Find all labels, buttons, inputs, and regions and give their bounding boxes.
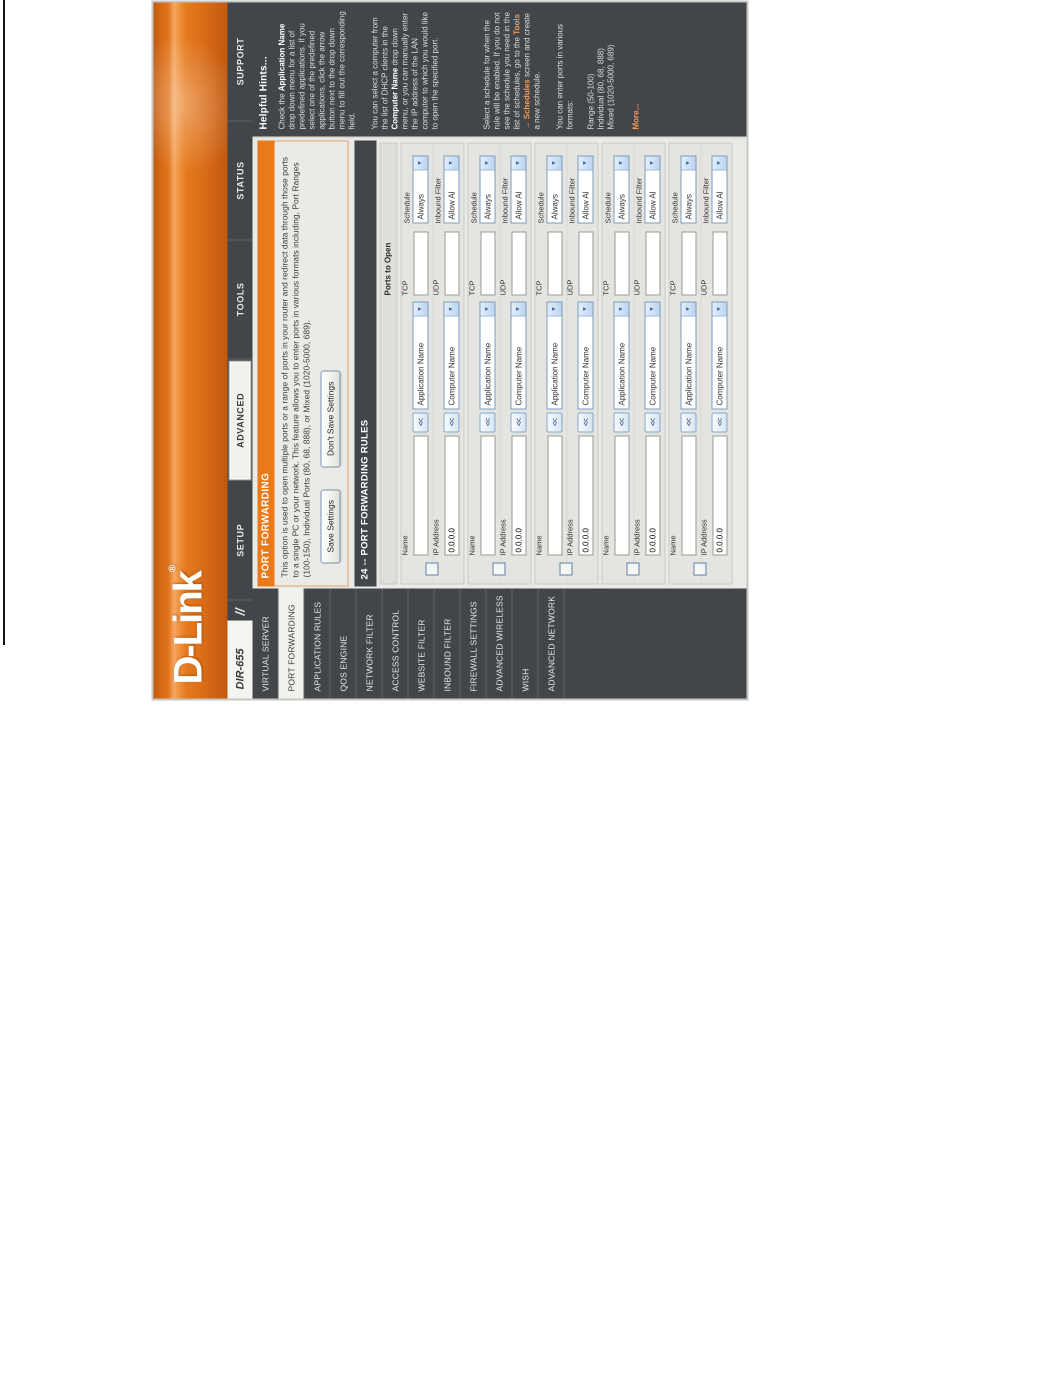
tcp-field [401, 228, 429, 296]
tcp-field [602, 228, 630, 296]
inbound-filter-field [434, 150, 460, 224]
inbound-filter-dropdown[interactable] [712, 156, 728, 224]
application-name-value: Application Name [550, 342, 559, 406]
schedule-label: Schedule [469, 192, 479, 224]
schedule-dropdown[interactable] [413, 156, 429, 224]
computer-name-dropdown[interactable] [511, 302, 527, 410]
inbound-filter-field [568, 150, 594, 224]
inbound-filter-dropdown[interactable] [645, 156, 661, 224]
application-name-dropdown[interactable] [413, 302, 429, 410]
rule-enable-checkbox[interactable] [426, 563, 439, 576]
inbound-filter-dropdown[interactable] [511, 156, 527, 224]
udp-field [566, 228, 594, 296]
copy-application-button[interactable]: << [681, 413, 697, 433]
sidebar-item-wish[interactable]: WISH [513, 589, 539, 699]
ip-address-field [566, 436, 594, 556]
schedule-field [671, 150, 697, 224]
inbound-filter-dropdown[interactable] [578, 156, 594, 224]
tcp-field [535, 228, 563, 296]
application-name-value: Application Name [684, 342, 693, 406]
ip-address-input[interactable] [445, 436, 460, 556]
ip-address-input[interactable] [713, 436, 728, 556]
application-name-dropdown[interactable] [547, 302, 563, 410]
schedule-label: Schedule [402, 192, 412, 224]
rules-area [380, 141, 733, 587]
udp-input[interactable] [646, 232, 661, 296]
main-content [253, 139, 747, 589]
name-input[interactable] [682, 436, 697, 556]
schedule-dropdown[interactable] [547, 156, 563, 224]
chevron-down-icon: ▼ [713, 303, 727, 317]
settings-form-box [275, 141, 349, 587]
rule-enable-checkbox[interactable] [493, 563, 506, 576]
nav-tabbar [228, 3, 253, 699]
hint-paragraph: You can select a computer from the list of DHCP clients in the Computer Name drop down menu, or you can manually enter the IP address of the LAN computer to which you would like to open the specified port. [370, 12, 440, 130]
schedule-dropdown[interactable] [681, 156, 697, 224]
sidebar-item-access-control[interactable]: ACCESS CONTROL [383, 589, 409, 699]
chevron-down-icon: ▼ [646, 303, 660, 317]
inbound-filter-value: Allow Al [581, 191, 590, 220]
inbound-filter-value: Allow Al [715, 191, 724, 220]
name-label: Name [534, 535, 544, 556]
name-field [669, 436, 697, 556]
udp-label: UDP [632, 279, 642, 296]
chevron-down-icon: ▼ [414, 303, 428, 317]
save-settings-button[interactable]: Save Settings [321, 489, 341, 563]
banner [154, 3, 228, 699]
computer-name-value: Computer Name [581, 346, 590, 406]
tcp-input[interactable] [615, 232, 630, 296]
device-model-label: DIR-655 [228, 621, 253, 699]
tab-status[interactable]: STATUS [228, 121, 253, 240]
chevron-down-icon: ▼ [646, 157, 660, 171]
tcp-label: TCP [668, 280, 678, 296]
name-label: Name [668, 535, 678, 556]
application-name-dropdown[interactable] [480, 302, 496, 410]
sidebar-item-network-filter[interactable]: NETWORK FILTER [357, 589, 383, 699]
ip-address-field [499, 436, 527, 556]
chevron-down-icon: ▼ [445, 157, 459, 171]
page-title: PORT FORWARDING [258, 141, 275, 587]
application-name-value: Application Name [617, 342, 626, 406]
udp-input[interactable] [579, 232, 594, 296]
udp-input[interactable] [713, 232, 728, 296]
rule-line-application [402, 144, 433, 584]
rule-line-computer [634, 144, 665, 584]
tcp-field [669, 228, 697, 296]
hint-paragraph: Check the Application Name drop down menu for a list of predefined applications. If you select one of the predefined applications, click the arrow button next to the drop down menu to fill out the corresponding field. [277, 11, 357, 130]
sidebar-item-firewall-settings[interactable]: FIREWALL SETTINGS [461, 589, 487, 699]
hint-paragraph: Mixed (1020-5000, 689) [606, 44, 616, 130]
chevron-down-icon: ▼ [481, 157, 495, 171]
chevron-down-icon: ▼ [682, 157, 696, 171]
inbound-filter-dropdown[interactable] [444, 156, 460, 224]
hints-title: Helpful Hints... [258, 56, 270, 130]
inbound-filter-field [635, 150, 661, 224]
chevron-down-icon: ▼ [615, 157, 629, 171]
tcp-label: TCP [400, 280, 410, 296]
page-description: This option is used to open multiple ports or a range of ports in your router and redirect data through those ports to a single PC or your network. This feature allows you to enter ports in various formats including, Port Ranges (100-150), Individual Ports (80, 68, 888), or Mixed (1020-5000, 689). [279, 156, 312, 578]
computer-name-value: Computer Name [514, 346, 523, 406]
ip-address-label: IP Address [632, 519, 642, 556]
rules-list [401, 141, 733, 587]
port-forwarding-rule [535, 143, 599, 585]
dont-save-settings-button[interactable]: Don't Save Settings [321, 371, 341, 467]
udp-field [700, 228, 728, 296]
inbound-filter-label: Inbound Filter [433, 177, 443, 224]
hint-paragraph: Range (50-100) [586, 73, 596, 130]
ip-address-input[interactable] [512, 436, 527, 556]
rules-section-title: 24 -- PORT FORWARDING RULES [355, 141, 377, 587]
port-forwarding-rule [401, 143, 465, 585]
port-forwarding-rule [468, 143, 532, 585]
inbound-filter-value: Allow Al [514, 191, 523, 220]
chevron-down-icon: ▼ [445, 303, 459, 317]
hint-paragraph: Select a schedule for when the rule will be enabled. If you do not see the schedule you need in the list of schedules, go to the Tools → Schedules screen and create a new schedule. [482, 12, 542, 130]
tools-schedules-reference: Tools → Schedules [512, 14, 532, 130]
sidebar-item-port-forwarding[interactable]: PORT FORWARDING [279, 589, 305, 699]
tcp-label: TCP [601, 280, 611, 296]
chevron-down-icon: ▼ [414, 157, 428, 171]
schedule-label: Schedule [536, 192, 546, 224]
sidebar-item-advanced-wireless[interactable]: ADVANCED WIRELESS [487, 589, 513, 699]
copy-application-button[interactable]: << [480, 413, 496, 433]
rule-line-application [670, 144, 701, 584]
tcp-field [468, 228, 496, 296]
rule-line-computer [567, 144, 598, 584]
computer-name-value: Computer Name [715, 346, 724, 406]
dlink-logo: D-Link® [166, 564, 211, 685]
ip-address-field [432, 436, 460, 556]
copy-application-button[interactable]: << [614, 413, 630, 433]
inbound-filter-label: Inbound Filter [634, 177, 644, 224]
computer-name-value: Computer Name [447, 346, 456, 406]
rule-line-computer [500, 144, 531, 584]
schedule-value: Always [550, 194, 559, 220]
copy-computer-button[interactable]: << [645, 413, 661, 433]
tcp-input[interactable] [414, 232, 429, 296]
ip-address-label: IP Address [431, 519, 441, 556]
sidebar-item-virtual-server[interactable]: VIRTUAL SERVER [253, 589, 279, 699]
name-input[interactable] [548, 436, 563, 556]
tab-setup[interactable]: SETUP [228, 481, 253, 600]
sidebar [253, 589, 747, 699]
inbound-filter-value: Allow Al [648, 191, 657, 220]
sidebar-item-advanced-network[interactable]: ADVANCED NETWORK [539, 589, 565, 699]
rule-line-computer [701, 144, 732, 584]
chevron-down-icon: ▼ [615, 303, 629, 317]
application-name-value: Application Name [416, 342, 425, 406]
trademark-symbol: ® [167, 564, 179, 573]
copy-computer-button[interactable]: << [578, 413, 594, 433]
name-label: Name [601, 535, 611, 556]
udp-label: UDP [431, 279, 441, 296]
more-link[interactable]: More... [631, 103, 641, 130]
schedule-field [537, 150, 563, 224]
rule-enable-checkbox[interactable] [560, 563, 573, 576]
hint-paragraph: You can enter ports in various formats: [555, 23, 575, 130]
udp-label: UDP [565, 279, 575, 296]
ip-address-input[interactable] [579, 436, 594, 556]
copy-computer-button[interactable]: << [444, 413, 460, 433]
sidebar-item-inbound-filter[interactable]: INBOUND FILTER [435, 589, 461, 699]
tcp-input[interactable] [548, 232, 563, 296]
udp-field [499, 228, 527, 296]
name-field [468, 436, 496, 556]
schedule-field [403, 150, 429, 224]
inbound-filter-value: Allow Al [447, 191, 456, 220]
rule-line-application [469, 144, 500, 584]
page-border-line [3, 0, 5, 645]
chevron-down-icon: ▼ [713, 157, 727, 171]
sidebar-item-application-rules[interactable]: APPLICATION RULES [305, 589, 331, 699]
udp-input[interactable] [512, 232, 527, 296]
application-name-value: Application Name [483, 342, 492, 406]
name-field [602, 436, 630, 556]
schedule-dropdown[interactable] [480, 156, 496, 224]
ip-address-label: IP Address [699, 519, 709, 556]
name-input[interactable] [414, 436, 429, 556]
chevron-down-icon: ▼ [682, 303, 696, 317]
rule-line-application [603, 144, 634, 584]
chevron-down-icon: ▼ [512, 157, 526, 171]
copy-application-button[interactable]: << [547, 413, 563, 433]
ip-address-label: IP Address [498, 519, 508, 556]
body-row [253, 3, 747, 699]
ports-to-open-header: Ports to Open [380, 143, 398, 585]
schedule-value: Always [416, 194, 425, 220]
tcp-label: TCP [534, 280, 544, 296]
name-field [401, 436, 429, 556]
schedule-field [470, 150, 496, 224]
hints-body [278, 10, 642, 130]
inbound-filter-field [501, 150, 527, 224]
chevron-down-icon: ▼ [548, 157, 562, 171]
tcp-input[interactable] [481, 232, 496, 296]
computer-name-value: Computer Name [648, 346, 657, 406]
tab-support[interactable]: SUPPORT [228, 3, 253, 122]
name-input[interactable] [615, 436, 630, 556]
rule-enable-checkbox[interactable] [627, 563, 640, 576]
schedule-label: Schedule [603, 192, 613, 224]
schedule-field [604, 150, 630, 224]
chevron-down-icon: ▼ [548, 303, 562, 317]
name-label: Name [400, 535, 410, 556]
tab-advanced[interactable]: ADVANCED [229, 360, 252, 480]
rule-enable-checkbox[interactable] [694, 563, 707, 576]
sidebar-item-website-filter[interactable]: WEBSITE FILTER [409, 589, 435, 699]
schedule-value: Always [617, 194, 626, 220]
ip-address-input[interactable] [646, 436, 661, 556]
ip-address-field [633, 436, 661, 556]
computer-name-dropdown[interactable] [578, 302, 594, 410]
computer-name-dropdown[interactable] [444, 302, 460, 410]
copy-application-button[interactable]: << [413, 413, 429, 433]
schedule-dropdown[interactable] [614, 156, 630, 224]
computer-name-dropdown[interactable] [712, 302, 728, 410]
helpful-hints-panel [253, 3, 747, 139]
model-slashes-decoration: // [228, 600, 253, 620]
application-name-dropdown[interactable] [681, 302, 697, 410]
udp-label: UDP [699, 279, 709, 296]
ip-address-label: IP Address [565, 519, 575, 556]
hint-paragraph: Individual (80, 68, 888) [596, 48, 606, 130]
router-ui-screenshot [152, 1, 749, 701]
name-input[interactable] [481, 436, 496, 556]
sidebar-item-qos-engine[interactable]: QOS ENGINE [331, 589, 357, 699]
inbound-filter-label: Inbound Filter [701, 177, 711, 224]
name-label: Name [467, 535, 477, 556]
copy-computer-button[interactable]: << [511, 413, 527, 433]
name-field [535, 436, 563, 556]
chevron-down-icon: ▼ [579, 303, 593, 317]
schedule-label: Schedule [670, 192, 680, 224]
port-forwarding-rule [669, 143, 733, 585]
chevron-down-icon: ▼ [481, 303, 495, 317]
inbound-filter-label: Inbound Filter [567, 177, 577, 224]
rule-line-application [536, 144, 567, 584]
rule-line-computer [433, 144, 464, 584]
port-forwarding-rule [602, 143, 666, 585]
ip-address-field [700, 436, 728, 556]
udp-field [633, 228, 661, 296]
tcp-label: TCP [467, 280, 477, 296]
tcp-input[interactable] [682, 232, 697, 296]
chevron-down-icon: ▼ [512, 303, 526, 317]
button-row [321, 150, 341, 564]
udp-field [432, 228, 460, 296]
schedule-value: Always [684, 194, 693, 220]
tab-tools[interactable]: TOOLS [228, 240, 253, 359]
inbound-filter-field [702, 150, 728, 224]
hint-paragraph [632, 10, 642, 130]
computer-name-dropdown[interactable] [645, 302, 661, 410]
schedule-value: Always [483, 194, 492, 220]
udp-input[interactable] [445, 232, 460, 296]
copy-computer-button[interactable]: << [712, 413, 728, 433]
application-name-dropdown[interactable] [614, 302, 630, 410]
chevron-down-icon: ▼ [579, 157, 593, 171]
inbound-filter-label: Inbound Filter [500, 177, 510, 224]
udp-label: UDP [498, 279, 508, 296]
